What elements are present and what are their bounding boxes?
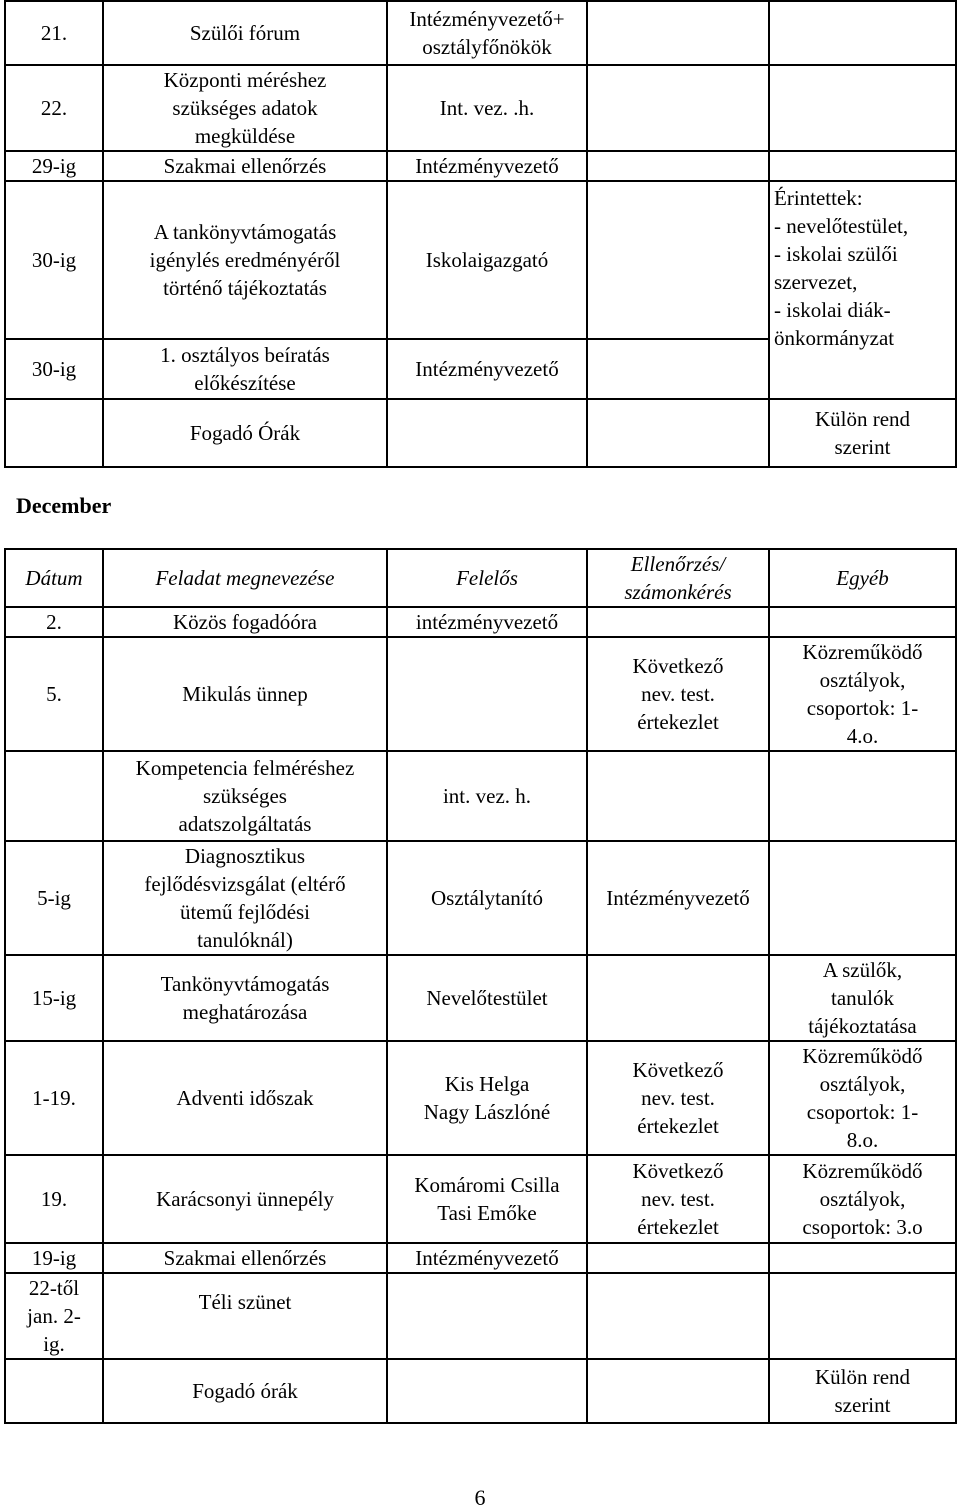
responsible-cell: Intézményvezető (387, 151, 587, 181)
check-cell (587, 751, 769, 841)
check-cell (587, 1273, 769, 1359)
other-cell: Közreműködő osztályok, csoportok: 1- 4.o. (769, 637, 956, 751)
header-other: Egyéb (769, 549, 956, 607)
responsible-cell: intézményvezető (387, 607, 587, 637)
date-cell (5, 399, 103, 467)
other-cell: A szülők, tanulók tájékoztatása (769, 955, 956, 1041)
date-cell: 29-ig (5, 151, 103, 181)
responsible-cell (387, 637, 587, 751)
table-row (5, 1273, 956, 1359)
check-cell: Következő nev. test. értekezlet (587, 1155, 769, 1243)
december-schedule-table (4, 548, 957, 1424)
task-cell: Adventi időszak (103, 1041, 387, 1155)
task-cell: Fogadó órák (103, 1359, 387, 1423)
other-cell (769, 607, 956, 637)
date-cell: 1-19. (5, 1041, 103, 1155)
check-cell (587, 151, 769, 181)
task-cell: Fogadó Órák (103, 399, 387, 467)
table-row (5, 399, 956, 467)
other-cell: Érintettek: - nevelőtestület, - iskolai szülői szervezet, - iskolai diák- önkormányzat (769, 181, 956, 399)
table-row (5, 1155, 956, 1243)
table-row (5, 1041, 956, 1155)
check-cell: Következő nev. test. értekezlet (587, 637, 769, 751)
responsible-cell: Osztálytanító (387, 841, 587, 955)
date-cell: 19-ig (5, 1243, 103, 1273)
date-cell: 21. (5, 1, 103, 65)
responsible-cell: Kis Helga Nagy Lászlóné (387, 1041, 587, 1155)
table-row (5, 65, 956, 151)
header-check: Ellenőrzés/ számonkérés (587, 549, 769, 607)
responsible-cell: Intézményvezető (387, 1243, 587, 1273)
task-cell: Diagnosztikus fejlődésvizsgálat (eltérő ütemű fejlődési tanulóknál) (103, 841, 387, 955)
month-heading: December (16, 493, 112, 518)
task-cell: Kompetencia felméréshez szükséges adatszolgáltatás (103, 751, 387, 841)
header-row (5, 549, 956, 607)
header-date: Dátum (5, 549, 103, 607)
task-cell: Szakmai ellenőrzés (103, 1243, 387, 1273)
check-cell (587, 65, 769, 151)
table-row (5, 751, 956, 841)
check-cell (587, 181, 769, 339)
check-cell: Következő nev. test. értekezlet (587, 1041, 769, 1155)
task-cell: Közös fogadóóra (103, 607, 387, 637)
table-row (5, 637, 956, 751)
responsible-cell (387, 1273, 587, 1359)
check-cell (587, 955, 769, 1041)
task-cell: Szülői fórum (103, 1, 387, 65)
check-cell (587, 607, 769, 637)
check-cell (587, 339, 769, 399)
table-row (5, 955, 956, 1041)
responsible-cell (387, 1359, 587, 1423)
responsible-cell: Iskolaigazgató (387, 181, 587, 339)
date-cell: 15-ig (5, 955, 103, 1041)
date-cell: 5. (5, 637, 103, 751)
other-cell: Közreműködő osztályok, csoportok: 3.o (769, 1155, 956, 1243)
responsible-cell: Nevelőtestület (387, 955, 587, 1041)
table-row (5, 1243, 956, 1273)
responsible-cell: int. vez. h. (387, 751, 587, 841)
date-cell (5, 751, 103, 841)
date-cell: 22. (5, 65, 103, 151)
date-cell: 5-ig (5, 841, 103, 955)
table-row (5, 607, 956, 637)
check-cell (587, 399, 769, 467)
other-cell (769, 1273, 956, 1359)
header-responsible: Felelős (387, 549, 587, 607)
check-cell (587, 1359, 769, 1423)
date-cell (5, 1359, 103, 1423)
header-task: Feladat megnevezése (103, 549, 387, 607)
task-cell: Központi méréshez szükséges adatok megküldése (103, 65, 387, 151)
check-cell (587, 1, 769, 65)
responsible-cell (387, 399, 587, 467)
date-cell: 19. (5, 1155, 103, 1243)
date-cell: 30-ig (5, 339, 103, 399)
check-cell: Intézményvezető (587, 841, 769, 955)
other-cell: Közreműködő osztályok, csoportok: 1- 8.o. (769, 1041, 956, 1155)
task-cell: Téli szünet (103, 1273, 387, 1359)
other-cell (769, 1, 956, 65)
other-cell: Külön rend szerint (769, 399, 956, 467)
task-cell: A tankönyvtámogatás igénylés eredményéről történő tájékoztatás (103, 181, 387, 339)
task-cell: 1. osztályos beíratás előkészítése (103, 339, 387, 399)
responsible-cell: Intézményvezető+ osztályfőnökök (387, 1, 587, 65)
check-cell (587, 1243, 769, 1273)
other-cell (769, 65, 956, 151)
table-row (5, 1, 956, 65)
date-cell: 22-től jan. 2- ig. (5, 1273, 103, 1359)
task-cell: Tankönyvtámogatás meghatározása (103, 955, 387, 1041)
responsible-cell: Komáromi Csilla Tasi Emőke (387, 1155, 587, 1243)
task-cell: Mikulás ünnep (103, 637, 387, 751)
table-row (5, 841, 956, 955)
other-cell: Külön rend szerint (769, 1359, 956, 1423)
table-row (5, 1359, 956, 1423)
table-row (5, 181, 956, 339)
top-schedule-table (4, 0, 957, 468)
other-cell (769, 151, 956, 181)
date-cell: 2. (5, 607, 103, 637)
date-cell: 30-ig (5, 181, 103, 339)
task-cell: Szakmai ellenőrzés (103, 151, 387, 181)
responsible-cell: Int. vez. .h. (387, 65, 587, 151)
table-row (5, 151, 956, 181)
task-cell: Karácsonyi ünnepély (103, 1155, 387, 1243)
other-cell (769, 1243, 956, 1273)
other-cell (769, 841, 956, 955)
responsible-cell: Intézményvezető (387, 339, 587, 399)
page-number: 6 (474, 1485, 486, 1510)
other-cell (769, 751, 956, 841)
